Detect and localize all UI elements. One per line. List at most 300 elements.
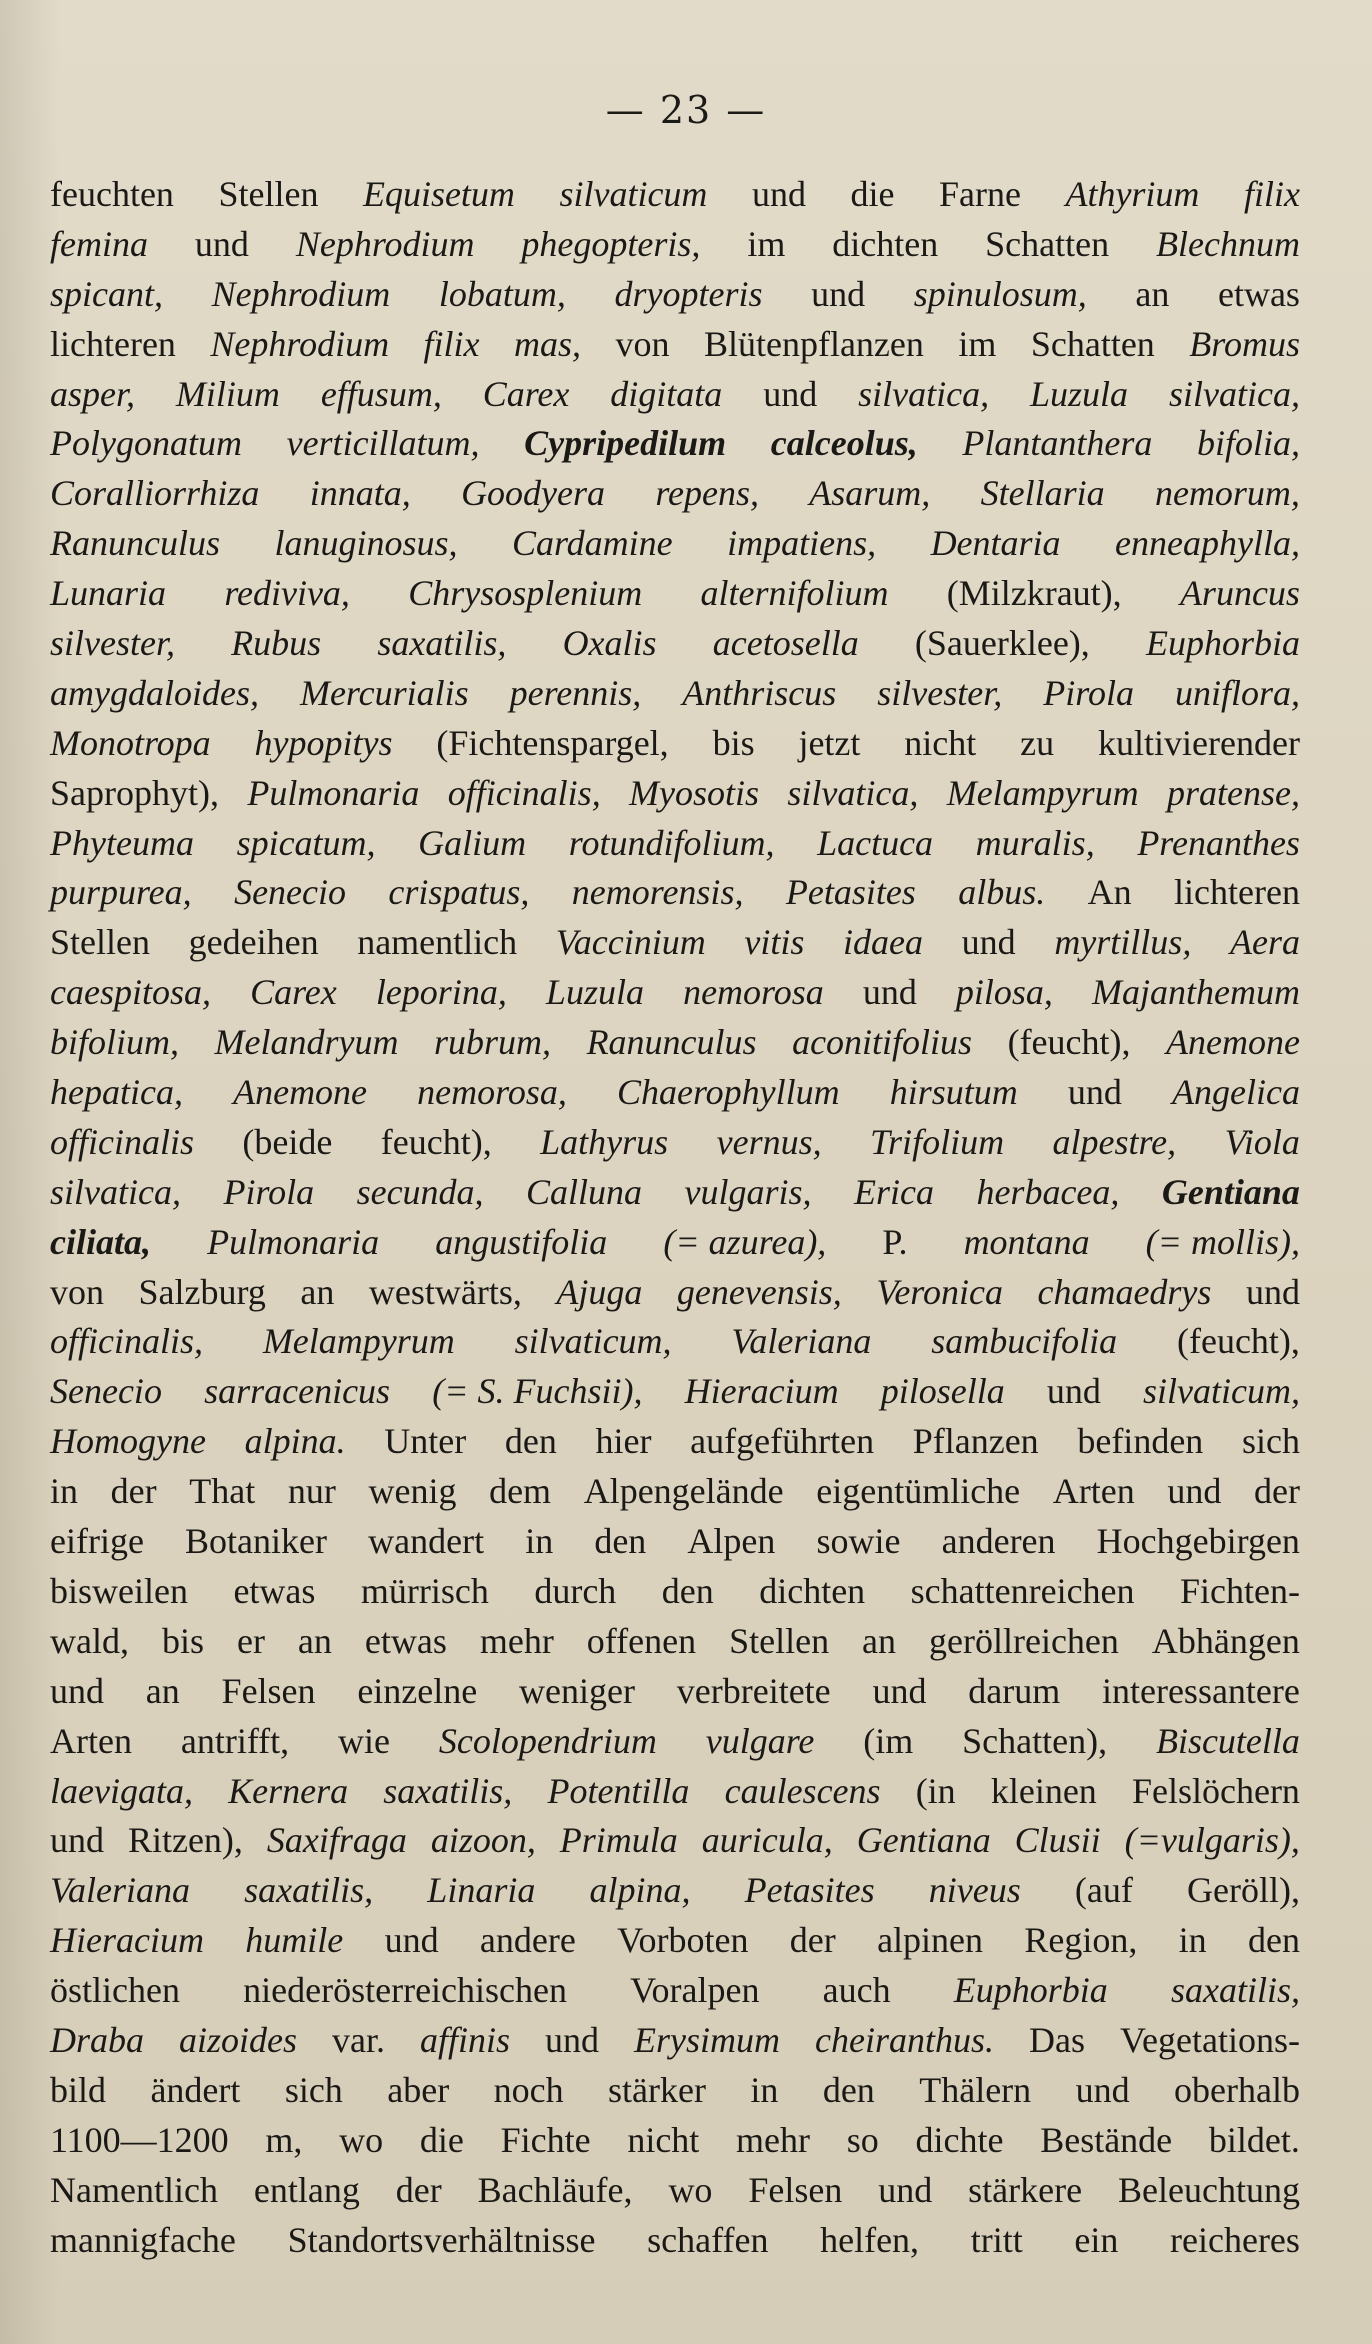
word: Plantanthera — [962, 423, 1153, 464]
text-line — [50, 2116, 1300, 2166]
word: geröllreichen — [929, 1620, 1119, 1661]
text-line — [50, 320, 1300, 370]
word: Geröll), — [1186, 1870, 1300, 1911]
word: saxatilis, — [383, 1770, 513, 1811]
word: etwas — [233, 1570, 316, 1611]
word: silvatica, — [1168, 373, 1300, 414]
text-line — [50, 2016, 1300, 2066]
word: perennis, — [509, 672, 642, 713]
word: Cardamine — [511, 523, 673, 564]
word: sich — [284, 2069, 343, 2110]
word: pilosa, — [955, 972, 1053, 1013]
word: Trifolium — [870, 1121, 1005, 1162]
word: Senecio — [50, 1371, 162, 1412]
word: den — [1247, 1920, 1300, 1961]
word: zu — [1020, 722, 1055, 763]
word: Beleuchtung — [1118, 2169, 1300, 2210]
word: Standortsverhältnisse — [287, 2219, 596, 2260]
word: silvaticum — [559, 174, 708, 214]
word: und — [194, 223, 249, 264]
word: und — [50, 1670, 104, 1711]
word: filix — [423, 323, 480, 364]
word: aconitifolius — [792, 1022, 973, 1063]
word: Melandryum — [214, 1022, 399, 1063]
word: humile — [245, 1920, 344, 1961]
word: rubrum, — [434, 1022, 552, 1063]
word: Pflanzen — [912, 1421, 1039, 1462]
word: offenen — [586, 1620, 697, 1661]
word: Bromus — [1189, 323, 1300, 364]
word: etwas — [364, 1620, 447, 1661]
word: sambucifolia — [931, 1321, 1118, 1362]
word: That — [189, 1471, 256, 1512]
word: Goodyera — [461, 473, 606, 514]
word: einzelne — [357, 1670, 478, 1711]
word: Hochgebirgen — [1096, 1521, 1300, 1562]
word: acetosella — [712, 623, 859, 664]
word: Senecio — [234, 872, 346, 913]
word: Ajuga — [556, 1271, 643, 1312]
text-line — [50, 968, 1300, 1018]
word: alpinen — [877, 1920, 984, 1961]
word: Veronica — [876, 1271, 1003, 1312]
word: mehr — [736, 2119, 811, 2160]
word: enneaphylla, — [1115, 523, 1300, 564]
word: an — [297, 1620, 332, 1661]
word: cheiranthus. — [815, 2019, 995, 2060]
word: (beide — [242, 1121, 333, 1162]
word: aizoon, — [430, 1820, 536, 1861]
text-line — [50, 819, 1300, 869]
word: spinulosum, — [913, 273, 1087, 314]
word: Carex — [482, 373, 570, 414]
word: Luzula — [1030, 373, 1129, 414]
word: und — [751, 174, 806, 214]
word: Farne — [938, 174, 1021, 214]
word: nemorosa — [683, 972, 824, 1013]
text-line — [50, 1916, 1300, 1966]
word: Pulmonaria — [247, 772, 420, 813]
word: spicatum, — [236, 822, 376, 863]
word: Vegetations- — [1120, 2019, 1300, 2060]
word: Pulmonaria — [207, 1221, 380, 1262]
word: hirsutum — [889, 1072, 1018, 1113]
word: Felsen — [748, 2169, 843, 2210]
text-line — [50, 1767, 1300, 1817]
word: Fichte — [500, 2119, 591, 2160]
word: vernus, — [716, 1121, 822, 1162]
word: (feucht), — [1007, 1022, 1131, 1063]
word: silvester, — [877, 672, 1003, 713]
word: mehr — [479, 1620, 554, 1661]
word: Aruncus — [1179, 573, 1300, 614]
word: Primula — [559, 1820, 678, 1861]
word: (=vulgaris), — [1124, 1820, 1300, 1861]
word: silvatica, — [858, 373, 990, 414]
word: Namentlich — [50, 2169, 218, 2210]
word: feucht), — [380, 1121, 492, 1162]
word: andere — [479, 1920, 576, 1961]
word: auch — [822, 1970, 891, 2011]
word: officinalis, — [447, 772, 601, 813]
word: so — [846, 2119, 879, 2160]
word: Valeriana — [731, 1321, 872, 1362]
word: anderen — [941, 1521, 1056, 1562]
word: schattenreichen — [910, 1570, 1135, 1611]
word: impatiens, — [727, 523, 877, 564]
word: filix — [1243, 174, 1300, 214]
word: secunda, — [356, 1171, 484, 1212]
word: Erysimum — [634, 2019, 781, 2060]
text-line — [50, 270, 1300, 320]
word: und — [862, 972, 917, 1013]
word: an — [862, 1620, 897, 1661]
text-line — [50, 2216, 1300, 2266]
text-line — [50, 1617, 1300, 1667]
word: Equisetum — [362, 174, 515, 214]
word: Monotropa — [50, 722, 211, 763]
text-line — [50, 1467, 1300, 1517]
word: caespitosa, — [50, 972, 211, 1013]
word: dichten — [759, 1570, 866, 1611]
word: an — [300, 1271, 335, 1312]
word: kultivierender — [1098, 722, 1300, 763]
word: phegopteris, — [521, 223, 701, 264]
word: und — [763, 373, 818, 414]
word: (in — [915, 1770, 956, 1811]
word: Nephrodium — [211, 273, 391, 314]
word: Vaccinium — [555, 922, 706, 963]
word: (= azurea), — [663, 1221, 827, 1262]
word: Draba — [50, 2019, 145, 2060]
word: den — [822, 2069, 875, 2110]
word: gedeihen — [188, 922, 319, 963]
word: Saprophyt), — [50, 772, 219, 813]
word: mannigfache — [50, 2219, 236, 2260]
word: und — [878, 2169, 933, 2210]
text-line — [50, 419, 1300, 469]
word: (auf — [1074, 1870, 1133, 1911]
word: oberhalb — [1174, 2069, 1300, 2110]
text-line — [50, 1168, 1300, 1218]
word: dichte — [915, 2119, 1004, 2160]
word: Ranunculus — [586, 1022, 757, 1063]
word: chamaedrys — [1037, 1271, 1212, 1312]
word: digitata — [610, 373, 723, 414]
word: bis — [712, 722, 755, 763]
word: und — [1075, 2069, 1130, 2110]
text-line — [50, 1218, 1300, 1268]
word: schaffen — [647, 2219, 769, 2260]
word: innata, — [309, 473, 411, 514]
word: Region, — [1024, 1920, 1138, 1961]
word: stärkere — [968, 2169, 1083, 2210]
text-line — [50, 170, 1300, 220]
word: Biscutella — [1155, 1720, 1300, 1761]
word: von — [50, 1271, 104, 1312]
word: Milium — [175, 373, 280, 414]
word: dryopteris — [614, 273, 763, 314]
word: sowie — [816, 1521, 901, 1562]
word: bifolium, — [50, 1022, 180, 1063]
word: dichten — [832, 223, 939, 264]
text-line — [50, 1367, 1300, 1417]
word: nicht — [904, 722, 977, 763]
word: auricula, — [701, 1820, 833, 1861]
word: laevigata, — [50, 1770, 193, 1811]
word: Calluna — [526, 1171, 643, 1212]
word: sich — [1241, 1421, 1300, 1462]
word: Ranunculus — [50, 523, 220, 564]
word: Schatten — [985, 223, 1110, 264]
word: alpestre, — [1052, 1121, 1177, 1162]
word: herbacea, — [976, 1171, 1120, 1212]
word: repens, — [655, 473, 759, 514]
word: (feucht), — [1177, 1321, 1300, 1362]
word: mas, — [514, 323, 582, 364]
word: Alpen — [687, 1521, 776, 1562]
text-line — [50, 1517, 1300, 1567]
word: hier — [595, 1421, 652, 1462]
word: bifolia, — [1196, 423, 1300, 464]
word: officinalis — [50, 1121, 194, 1162]
word: Melampyrum — [262, 1321, 455, 1362]
word: Chaerophyllum — [616, 1072, 840, 1113]
word: Arten — [50, 1720, 132, 1761]
word: eifrige — [50, 1521, 144, 1562]
word: albus. — [958, 872, 1046, 913]
word: Nephrodium — [295, 223, 475, 264]
word: m, — [265, 2119, 303, 2160]
word: tritt — [970, 2219, 1023, 2260]
word: namentlich — [357, 922, 518, 963]
word: durch — [534, 1570, 617, 1611]
word: P. — [882, 1221, 908, 1262]
word: affinis — [420, 2019, 511, 2060]
word: Blechnum — [1156, 223, 1300, 264]
word: Lathyrus — [540, 1121, 669, 1162]
word: Lunaria — [50, 573, 167, 614]
word: die — [850, 174, 895, 214]
word: Fichten- — [1180, 1570, 1300, 1611]
word: Phyteuma — [50, 822, 194, 863]
body-text — [50, 170, 1300, 2265]
word: an — [145, 1670, 180, 1711]
word: (= mollis), — [1145, 1221, 1300, 1262]
word: in — [525, 1521, 554, 1562]
word: vulgaris, — [684, 1171, 812, 1212]
word: Bestände — [1040, 2119, 1173, 2160]
word: der — [1254, 1471, 1300, 1512]
word: Homogyne — [50, 1421, 206, 1462]
word: silvaticum, — [514, 1321, 672, 1362]
word: Felslöchern — [1131, 1770, 1300, 1811]
word: etwas — [1217, 273, 1300, 314]
word: Dentaria — [930, 523, 1061, 564]
word: den — [594, 1521, 647, 1562]
word: Anemone — [233, 1072, 368, 1113]
word: saxatilis, — [244, 1870, 374, 1911]
word: Hieracium — [684, 1371, 839, 1412]
word: kleinen — [990, 1770, 1097, 1811]
word: Majanthemum — [1092, 972, 1300, 1013]
word: calceolus, — [770, 423, 918, 464]
word: und — [384, 1920, 439, 1961]
word: Gentiana — [1161, 1171, 1300, 1212]
word: verticillatum, — [286, 423, 480, 464]
word: im — [958, 323, 997, 364]
word: den — [661, 1570, 714, 1611]
word: aufgeführten — [690, 1421, 875, 1462]
word: purpurea, — [50, 872, 192, 913]
word: silvester, — [50, 623, 175, 664]
text-line — [50, 1567, 1300, 1617]
word: ciliata, — [50, 1221, 151, 1262]
word: wo — [339, 2119, 384, 2160]
word: ändert — [150, 2069, 241, 2110]
word: Cypripedilum — [524, 423, 727, 464]
word: reicheres — [1170, 2219, 1300, 2260]
word: der — [110, 1471, 157, 1512]
word: helfen, — [820, 2219, 920, 2260]
word: aizoides — [179, 2019, 298, 2060]
word: Kernera — [228, 1770, 349, 1811]
text-line — [50, 1417, 1300, 1467]
word: Pirola — [223, 1171, 315, 1212]
text-line — [50, 669, 1300, 719]
text-line — [50, 1018, 1300, 1068]
word: Luzula — [545, 972, 644, 1013]
word: Das — [1029, 2019, 1086, 2060]
word: an — [1135, 273, 1170, 314]
text-line — [50, 1717, 1300, 1767]
word: Saxifraga — [266, 1820, 407, 1861]
word: sarracenicus — [204, 1371, 391, 1412]
word: verbreitete — [676, 1670, 831, 1711]
word: interessantere — [1101, 1670, 1300, 1711]
word: pilosella — [880, 1371, 1005, 1412]
word: Angelica — [1172, 1072, 1300, 1113]
word: myrtillus, — [1054, 922, 1192, 963]
word: von — [615, 323, 670, 364]
word: Gentiana — [856, 1820, 991, 1861]
word: nemorosa, — [417, 1072, 567, 1113]
text-line — [50, 1816, 1300, 1866]
word: asper, — [50, 373, 136, 414]
word: in — [50, 1471, 79, 1512]
word: und — [1067, 1072, 1122, 1113]
word: ein — [1074, 2219, 1119, 2260]
text-line — [50, 769, 1300, 819]
text-line — [50, 220, 1300, 270]
word: (Sauerklee), — [914, 623, 1090, 664]
word: und — [545, 2019, 600, 2060]
word: Galium — [418, 822, 527, 863]
word: saxatilis, — [377, 623, 507, 664]
text-line — [50, 2166, 1300, 2216]
word: Viola — [1224, 1121, 1300, 1162]
text-line — [50, 1317, 1300, 1367]
text-line — [50, 918, 1300, 968]
word: weniger — [519, 1670, 635, 1711]
text-line — [50, 868, 1300, 918]
word: Aera — [1229, 922, 1300, 963]
word: amygdaloides, — [50, 672, 259, 713]
word: östlichen — [50, 1970, 180, 2011]
word: in — [1178, 1920, 1207, 1961]
word: aber — [387, 2069, 450, 2110]
word: (im — [863, 1720, 914, 1761]
word: lichteren — [1174, 872, 1300, 913]
text-line — [50, 1118, 1300, 1168]
word: Polygonatum — [50, 423, 242, 464]
text-line — [50, 1268, 1300, 1318]
word: darum — [968, 1670, 1061, 1711]
word: Potentilla — [547, 1770, 690, 1811]
word: nicht — [627, 2119, 700, 2160]
word: er — [236, 1620, 265, 1661]
word: Linaria — [427, 1870, 536, 1911]
word: wo — [668, 2169, 713, 2210]
word: der — [395, 2169, 442, 2210]
word: nur — [287, 1471, 336, 1512]
word: stärker — [608, 2069, 706, 2110]
word: jetzt — [798, 722, 861, 763]
word: Clusii — [1014, 1820, 1101, 1861]
word: Euphorbia — [953, 1970, 1108, 2011]
word: Stellen — [218, 174, 319, 214]
word: Mercurialis — [299, 672, 469, 713]
word: officinalis, — [50, 1321, 203, 1362]
word: westwärts, — [368, 1271, 522, 1312]
word: lanuginosus, — [274, 523, 458, 564]
word: spicant, — [50, 273, 163, 314]
word: effusum, — [320, 373, 442, 414]
word: Oxalis — [562, 623, 657, 664]
word: Asarum, — [809, 473, 931, 514]
word: Erica — [854, 1171, 934, 1212]
word: Hieracium — [50, 1920, 204, 1961]
word: Arten — [1052, 1471, 1135, 1512]
word: befinden — [1077, 1421, 1204, 1462]
word: feuchten — [50, 174, 174, 214]
word: hepatica, — [50, 1072, 183, 1113]
word: wandert — [368, 1521, 485, 1562]
word: Carex — [250, 972, 337, 1013]
word: und — [1046, 1371, 1101, 1412]
word: und — [1167, 1471, 1222, 1512]
word: Stellen — [729, 1620, 830, 1661]
word: lobatum, — [438, 273, 566, 314]
word: eigentümliche — [816, 1471, 1021, 1512]
word: im — [747, 223, 786, 264]
word: in — [750, 2069, 779, 2110]
word: An — [1087, 872, 1132, 913]
word: und — [811, 273, 866, 314]
word: Melampyrum — [946, 772, 1139, 813]
word: 1100—1200 — [50, 2119, 229, 2160]
word: Coralliorrhiza — [50, 473, 260, 514]
word: Nephrodium — [210, 323, 390, 364]
word: Salzburg — [138, 1271, 266, 1312]
word: nemorensis, — [571, 872, 744, 913]
word: Valeriana — [50, 1870, 190, 1911]
word: (= S. Fuchsii), — [432, 1371, 643, 1412]
word: hypopitys — [254, 722, 393, 763]
page-number: — 23 — — [605, 88, 767, 132]
word: var. — [332, 2019, 386, 2060]
word: (Fichtenspargel, — [436, 722, 669, 763]
